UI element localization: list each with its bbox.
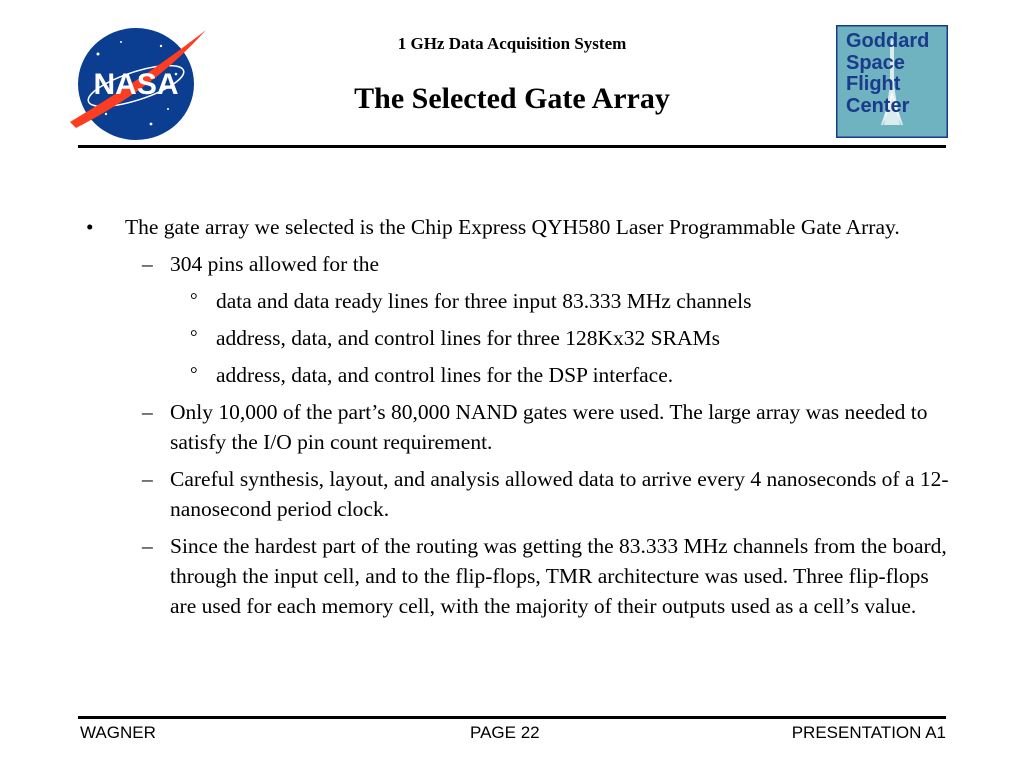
sub-sub-bullet-text: address, data, and control lines for the DSP interface. (216, 363, 674, 387)
sub-bullet-text: Careful synthesis, layout, and analysis allowed data to arrive every 4 nanoseconds of a 12-nanosecond period clock. (170, 467, 949, 521)
sub-bullet-item (84, 397, 954, 457)
bullet-item (84, 212, 954, 242)
footer-presentation-id: PRESENTATION A1 (791, 723, 946, 742)
footer-page-number: PAGE 22 (470, 723, 540, 742)
gsfc-logo-line: Space (846, 51, 905, 74)
sub-bullet-item (84, 464, 954, 524)
gsfc-logo-line: Center (846, 94, 910, 117)
bullet-marker: • (86, 215, 94, 239)
dash-marker: – (142, 252, 153, 276)
sub-sub-bullet-item (84, 360, 954, 390)
footer-divider (78, 716, 946, 719)
dash-marker: – (142, 467, 153, 491)
degree-marker: ° (190, 364, 198, 385)
gsfc-logo-line: Flight (846, 73, 901, 95)
dash-marker: – (142, 534, 153, 558)
header-divider (78, 145, 946, 148)
sub-sub-bullet-item (84, 323, 954, 353)
sub-bullet-text: Only 10,000 of the part’s 80,000 NAND gates were used. The large array was needed to satisfy the I/O pin count requirement. (170, 400, 928, 454)
degree-marker: ° (190, 290, 198, 311)
dash-marker: – (142, 400, 153, 424)
nasa-logo-text: NASA (93, 68, 179, 101)
footer-author: WAGNER (80, 723, 156, 742)
bullet-text: The gate array we selected is the Chip Express QYH580 Laser Programmable Gate Array. (125, 215, 900, 239)
sub-bullet-item (84, 249, 954, 279)
sub-bullet-text: Since the hardest part of the routing was getting the 83.333 MHz channels from the board, through the input cell, and to the flip-flops, TMR architecture was used. Three flip-flops are used for each memory cell, with the majority of their outputs used as a cell’s value. (170, 534, 947, 618)
sub-bullet-item (84, 531, 954, 621)
degree-marker: ° (190, 327, 198, 348)
gsfc-logo-line: Goddard (846, 30, 930, 52)
sub-sub-bullet-text: data and data ready lines for three input 83.333 MHz channels (216, 289, 752, 313)
slide-title: The Selected Gate Array (354, 82, 670, 115)
sub-sub-bullet-text: address, data, and control lines for three 128Kx32 SRAMs (216, 326, 720, 350)
slide-content (84, 212, 954, 628)
sub-sub-bullet-item (84, 286, 954, 316)
presentation-subtitle: 1 GHz Data Acquisition System (397, 34, 627, 53)
sub-bullet-text: 304 pins allowed for the (170, 252, 379, 276)
gsfc-logo (836, 25, 948, 138)
